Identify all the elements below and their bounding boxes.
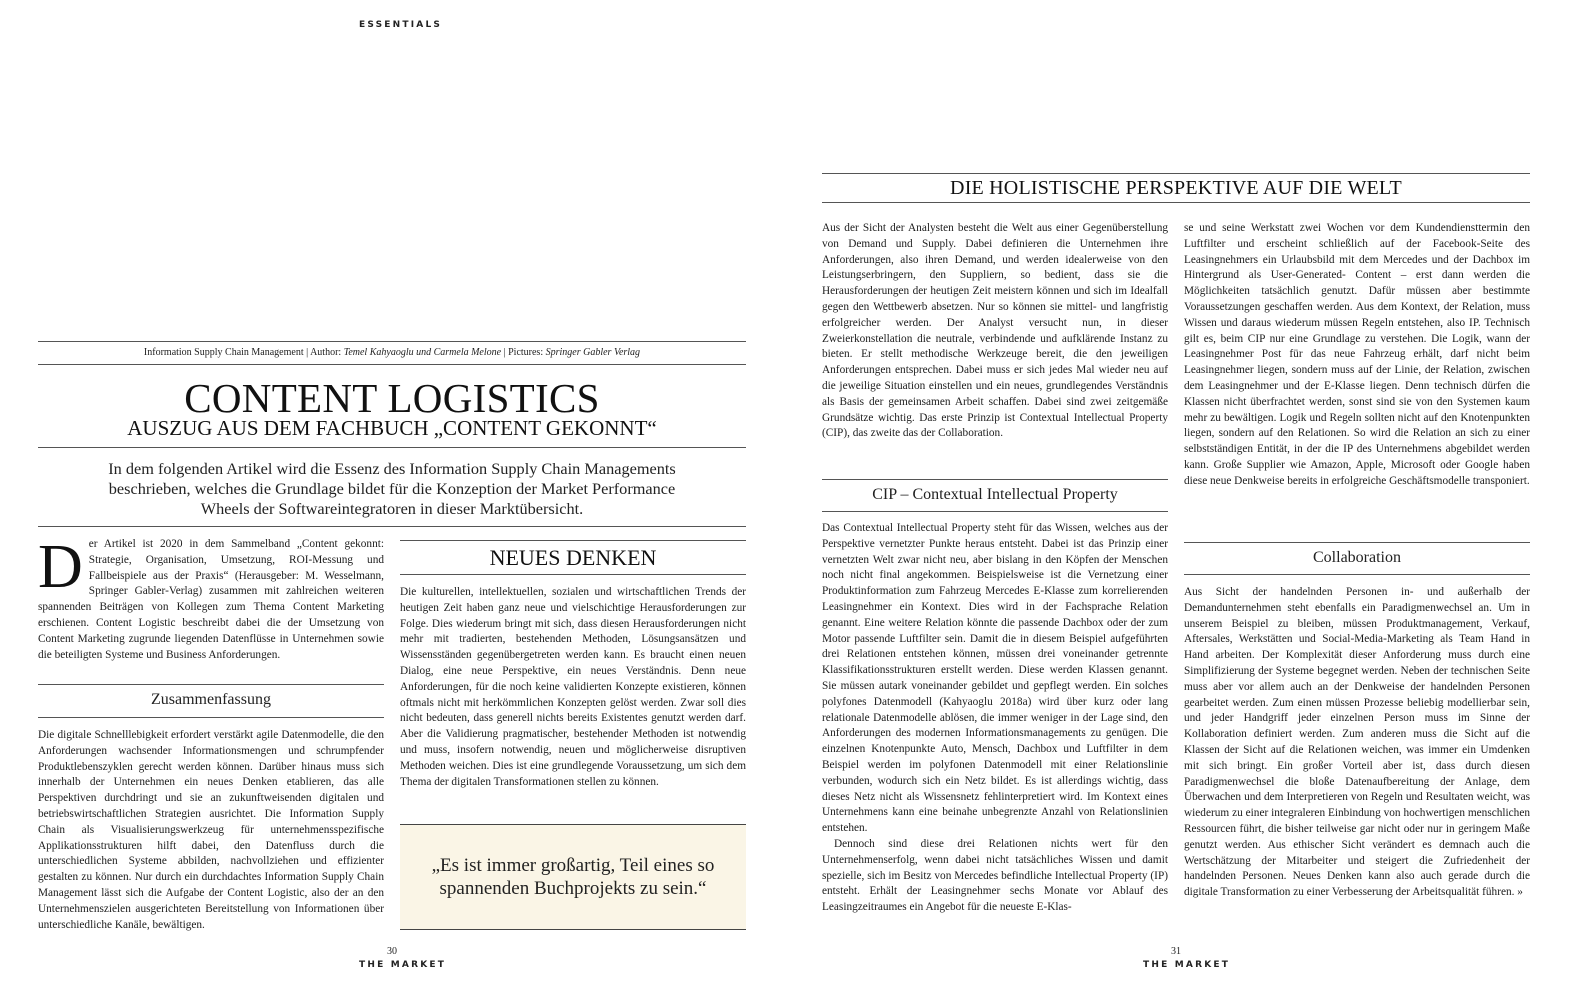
cip-continued-text: se und seine Werkstatt zwei Wochen vor dem Kundendiensttermin den Luftfilter und erscheint schließlich auf der Facebook-Seite des Leasingnehmers ein Urlaubsbild mit dem Mercedes und der Dachbox im Hintergrund als User-Generated- Content – erst dann werden die Möglichkeiten tatsächlich genutzt. Dafür müssen aber bestimmte Voraussetzungen geschaffen werden. Aus dem Kontext, der Relation, muss Wissen und daraus wiederum müssen Regeln entstehen, also IP. Technisch gilt es, beim CIP nur eine Grundlage zu verstehen. Die Logik, wann der Leasingnehmer Post für das neue Fahrzeug erhält, darf nicht beim Leasingnehmer liegen, sondern muss auf der Linie, der Relation, zwischen dem Leasingnehmer und der E-Klasse liegen. Denn technisch dürfen die Klassen nicht überfrachtet werden, sonst sind sie von den Systemen kaum mehr zu bewältigen. Logik und Regeln sollten nicht auf den Knotenpunkten liegen, sondern auf den Relationen. So wird die Relation an sich zu einer selbstständigen Entität, in der die IP des Unternehmens abgebildet werden kann. Große Supplier wie Amazon, Apple, Microsoft oder Google haben diese neue Denkweise bereits in erfolgreiche Geschäftsmodelle transponiert.	[1184, 222, 1530, 487]
cip-top-rule	[822, 479, 1168, 480]
collab-text: Aus Sicht der handelnden Personen in- und außerhalb der Demandunternehmen steht ebenfalls ein Paradigmenwechsel an. Um in unserem Beispiel zu bleiben, müssen Produktmanagement, Verkauf, Aftersales, Werkstätten und Social-Media-Marketing als Team Hand in Hand arbeiten. Der Komplexität dieser Anforderung muss durch eine Simplifizierung der Systeme begegnet werden. Neben der technischen Seite muss aber vor allem auch an der Denkweise der handelnden Personen gearbeitet werden. Zum einen müssen Prozesse beliebig modellierbar sein, und jeder Handgriff jeder einzelnen Person muss im Sinne der Kollaboration definiert werden. Zum anderen muss die Sicht auf die Klassen der Sicht auf die Relationen weichen, was immer ein Umdenken mit sich bringt. Ein großer Vorteil aber ist, dass durch diesen Paradigmenwechsel die bloße Datenaufbereitung der Anlage, dem Überwachen und dem Interpretieren von Regeln und Resultaten weicht, was wiederum zu einer integraleren Einbindung von hochwertigen menschlichen Ressourcen führt, die bisher teilweise gar nicht oder nur in geringem Maße genutzt werden. Aus ethischer Sicht verändert es demnach auch die Wertschätzung der Mitarbeiter und steigert die Zufriedenheit der handelnden Personen. Neues Denken kann also auch gerade durch die digitale Transformation zu einer Verbesserung der Arbeitsqualität führen. »	[1184, 586, 1530, 899]
article-title: CONTENT LOGISTICS	[184, 375, 600, 421]
footer-right: THE MARKET	[1143, 960, 1231, 970]
meta-author-label: Author:	[310, 347, 342, 358]
cip-heading: CIP – Contextual Intellectual Property	[872, 486, 1118, 503]
drop-cap: D	[38, 533, 83, 601]
cip-bottom-rule	[822, 511, 1168, 512]
meta-top-rule	[38, 341, 746, 342]
meta-bottom-rule	[38, 364, 746, 365]
perspective-text: Aus der Sicht der Analysten besteht die Welt aus einer Gegenüberstellung von Demand und Supply. Dabei definieren die Unternehmen ihre Anforderungen, also ihren Demand, und werden idealerweise von den Leistungserbringern, den Suppliern, so bedient, dass sie die Herausforderungen der heutigen Zeit meistern können und sich im Idealfall gegen den Wettbewerb absetzen. Nur so können sie mittel- und langfristig erfolgreicher werden. Der Analyst versucht nun, in dieser Zweierkonstellation die neutrale, verbindende und aufklärende Instanz zu bieten. Er stellt methodische Werkzeuge bereit, die den jeweiligen Anforderungen entsprechen. Dabei muss er sich jedes Mal wieder neu auf die jeweilige Situation einstellen und ein neues, grundlegendes Verständnis als Basis der gemeinsamen Arbeit schaffen. Dabei sind zwei zeitgemäße Grundsätze wichtig. Das erste Prinzip ist Contextual Intellectual Property (CIP), das zweite das der Collaboration.	[822, 222, 1168, 440]
article-intro: In dem folgenden Artikel wird die Essenz des Information Supply Chain Managements beschrieben, welches die Grundlage bildet für die Konzeption der Market Performance Wheels der Softwareintegratoren in dieser Marktübersicht.	[108, 459, 676, 518]
neues-text: Die kulturellen, intellektuellen, sozialen und wirtschaftlichen Trends der heutigen Zeit haben ganz neue und vielschichtige Herausforderungen zur Folge. Dies wiederum bringt mit sich, dass diesen Herausforderungen nicht mehr mit tradierten, bestehenden Methoden, Lösungsansätzen und Wissensständen gegenübergetreten werden kann. Es braucht einen neuen Dialog, eine neue Perspektive, ein neues Verständnis. Denn neue Anforderungen, für die noch keine validierten Konzepte existieren, können oftmals nicht mit herkömmlichen Konzepten gelöst werden. Zwar soll dies nicht bedeuten, dass generell nichts bereits Existentes genutzt werden darf. Aber die Validierung pragmatischer, bestehender Methoden ist notwendig und muss, insofern notwendig, neuen und möglicherweise disruptiven Methoden weichen. Dies ist eine grundlegende Voraussetzung, um sich dem Thema der digitalen Transformationen stellen zu können.	[400, 586, 746, 788]
summary-heading: Zusammenfassung	[151, 691, 271, 708]
cip-text	[822, 521, 1168, 916]
section-label: ESSENTIALS	[359, 20, 443, 30]
intro-top-rule	[38, 447, 746, 448]
meta-authors: Temel Kahyaoglu und Carmela Melone	[343, 347, 502, 358]
page-number-right: 31	[1171, 946, 1181, 957]
neues-heading: NEUES DENKEN	[489, 545, 657, 570]
article-subtitle: AUSZUG AUS DEM FACHBUCH „CONTENT GEKONNT“	[127, 416, 657, 440]
page-number-left: 30	[387, 946, 397, 957]
cip-paragraph-2: Dennoch sind diese drei Relationen nichts wert für den Unternehmenserfolg, wenn dabei nicht tatsächliches Wissen und damit spezielle, sich im Besitz von Mercedes befindliche Intellectual Property (IP) entsteht. Erhält der Leasingnehmer sechs Monate vor Ablauf des Leasingzeitraumes ein Angebot für die neueste E-Klas-	[822, 837, 1168, 914]
neues-top-rule	[400, 540, 746, 541]
article-meta: Information Supply Chain Management | Author: Temel Kahyaoglu und Carmela Melone | Pictures: Springer Gabler Verlag	[143, 347, 641, 358]
right-title-bottom-rule	[822, 202, 1530, 203]
summary-top-rule	[38, 684, 384, 685]
lead-text: er Artikel ist 2020 in dem Sammelband „Content gekonnt: Strategie, Organisation, Umsetzung, ROI-Messung und Fallbeispiele aus der Praxis“ (Herausgeber: M. Wesselmann, Springer Gabler-Verlag) zusammen mit zahlreichen weiteren spannenden Beiträgen von Kollegen zum Thema Content Marketing erschienen. Content Logistic beschreibt dabei die der Umsetzung von Content Marketing zugrunde liegenden Datenflüsse in Unternehmen sowie die beteiligten Systeme und Business Anforderungen.	[38, 538, 384, 661]
lead-paragraph	[38, 533, 384, 663]
meta-pictures-label: Pictures:	[508, 347, 544, 358]
footer-left: THE MARKET	[359, 960, 447, 970]
meta-section: Information Supply Chain Management	[143, 347, 304, 358]
right-page-title: DIE HOLISTISCHE PERSPEKTIVE AUF DIE WELT	[950, 177, 1402, 199]
collab-top-rule	[1184, 542, 1530, 543]
neues-bottom-rule	[400, 574, 746, 575]
summary-bottom-rule	[38, 717, 384, 718]
intro-bottom-rule	[38, 526, 746, 527]
right-title-top-rule	[822, 173, 1530, 174]
pull-quote-text: „Es ist immer großartig, Teil eines so spannenden Buchprojekts zu sein.“	[431, 855, 715, 899]
summary-text: Die digitale Schnelllebigkeit erfordert verstärkt agile Datenmodelle, die den Anforderungen wachsender Informationsmengen und schrumpfender Produktlebenszyklen gerecht werden können. Darüber hinaus muss sich innerhalb der Unternehmen ein neues Denken etablieren, das alle Perspektiven durchdringt und sie an zukunftweisenden digitalen und betriebswirtschaftlichen Strategien ausrichtet. Die Information Supply Chain als Visualisierungswerkzeug für unternehmensspezifische Applikationsstrukturen hilft dabei, den Datenfluss durch die unterschiedlichen Systeme abbilden, nachvollziehen und effizienter gestalten zu können. Nur durch ein durchdachtes Information Supply Chain Management lässt sich die Aufgabe der Content Logistic, also der an den Unternehmenszielen ausgerichteten Bereitstellung von Informationen über unterschiedliche Kanäle, bewältigen.	[38, 729, 384, 931]
collab-heading: Collaboration	[1313, 549, 1401, 566]
collab-bottom-rule	[1184, 574, 1530, 575]
meta-pictures: Springer Gabler Verlag	[545, 347, 641, 358]
cip-paragraph-1: Das Contextual Intellectual Property steht für das Wissen, welches aus der Perspektive vernetzter Punkte heraus entsteht. Dabei ist das Prinzip einer vernetzten Welt zwar nicht neu, aber bislang in den Köpfen der Menschen noch nicht final angekommen. Beispielsweise ist die Vernetzung einer Produktinformation zum Fahrzeug Mercedes E-Klasse zum korrelierenden Leasingnehmer ein Kontext. Dies wird in der Fachsprache Relation genannt. Eine weitere Relation könnte die passende Dachbox oder der zum Motor passende Luftfilter sein. Damit die in diesem Beispiel aufgeführten drei Relationen entstehen können, müssen drei voneinander getrennte Klassifikationsstrukturen erstellt werden. Diese werden Klassen genannt. Sie müssen autark voneinander gebildet und gepflegt werden. Ein solches polyfones Datenmodell (Kahyaoglu 2018a) wird über kurz oder lang relationale Datenmodelle ablösen, die immer weniger in der Lage sind, den Anforderungen des modernen Informationsmanagements zu genügen. Die einzelnen Knotenpunkte Auto, Mensch, Dachbox und Luftfilter in dem Beispiel werden im polyfonen Datenmodell mit einer Relationslinie verbunden, wodurch sich ein Netz bildet. Es ist allerdings wichtig, dass dieses Netz nicht als Wissensnetz fehlinterpretiert wird. Im Kontext eines Unternehmens kann eine beinahe unbegrenzte Anzahl von Relationslinien entstehen.	[822, 522, 1168, 835]
pull-quote	[400, 824, 746, 930]
